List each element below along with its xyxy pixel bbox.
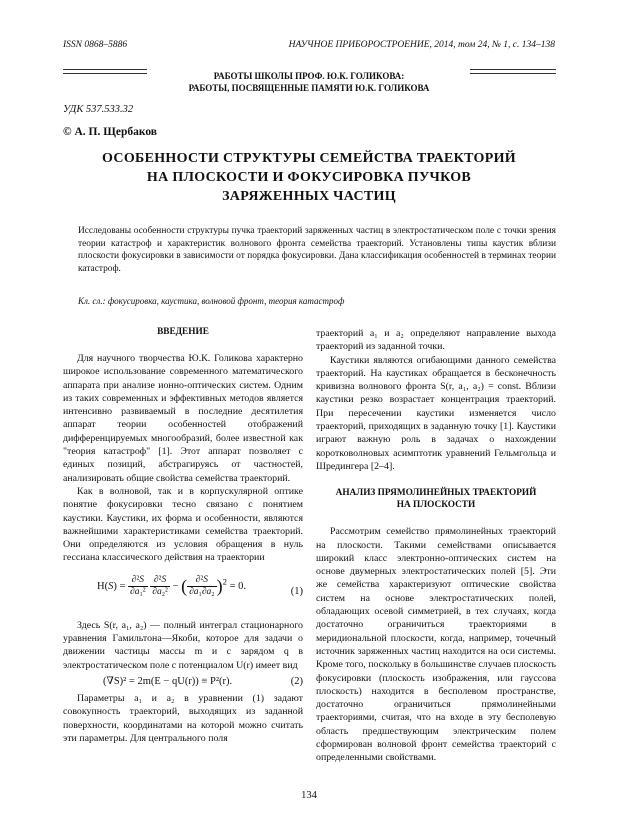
title-line-3: ЗАРЯЖЕННЫХ ЧАСТИЦ — [222, 189, 396, 204]
keywords: Кл. сл.: фокусировка, каустика, волновой фронт, теория катастроф — [78, 296, 345, 306]
journal-citation: НАУЧНОЕ ПРИБОРОСТРОЕНИЕ, 2014, том 24, № 1, c. 134–138 — [288, 40, 555, 50]
title-line-2: НА ПЛОСКОСТИ И ФОКУСИРОВКА ПУЧКОВ — [146, 170, 472, 185]
section-introduction: ВВЕДЕНИЕ — [157, 327, 209, 337]
equation-2 — [63, 672, 303, 692]
issn: ISSN 0868–5886 — [63, 40, 128, 50]
equation-2-text: (∇S)² = 2m(E − qU(r)) ≡ P²(r). — [103, 675, 233, 687]
abstract: Исследованы особенности структуры пучка траекторий заряженных частиц в электростатическом поле с точки зрения теории катастроф и характеристик волнового фронта семейства траекторий. Установлены типы каустик вблизи плоскости фокусировки в зависимости от порядка фокусировки. Дана классификация особенностей в терминах теории катастроф. — [78, 226, 556, 274]
equation-2-label: (2) — [290, 675, 303, 687]
right-paragraph-3: Рассмотрим семейство прямолинейных траекторий на плоскости. Такими семействами описывается широкий класс электронно-оптических систем на основе двумерных электростатических полей [5]. Эти же семейства характеризуют оптические свойства систем на основе электростатических полей, обладающих осевой симметрией, в тех случаях, когда достаточно ограничиться траекториями в меридиональной плоскости, когда, например, точечный источник заряженных частиц находится на оси системы. Кроме того, поскольку в большинстве случаев плоскость фокусировки (плоскость изображения, или гауссова плоскость) находится в бесполевом пространстве, достаточно ограничиться прямолинейными траекториями, считая, что на входе в эту бесполевую область предшествующим электрическим полем сформирован волновой фронт семейства траекторий с определенными свойствами. — [316, 526, 556, 764]
section-line-1: АНАЛИЗ ПРЯМОЛИНЕЙНЫХ ТРАЕКТОРИЙ — [335, 488, 537, 499]
intro-paragraph-2: Как в волновой, так и в корпускулярной оптике понятие фокусировки тесно связано с понятием каустики. Каустики, их форма и особенности, являются важнейшими характеристиками семейства траекторий. Они определяются из условия обращения в нуль гессиана классического действия на траектории — [63, 485, 303, 564]
author: © А. П. Щербаков — [63, 126, 157, 138]
right-paragraph-1: траекторий a₁ и a₂ определяют направление выхода траекторий из заданной точки. — [316, 328, 556, 353]
section-line-2: НА ПЛОСКОСТИ — [396, 500, 476, 511]
equation-1-label: (1) — [290, 585, 303, 597]
series-line-2: РАБОТЫ, ПОСВЯЩЕННЫЕ ПАМЯТИ Ю.К. ГОЛИКОВА — [188, 83, 430, 93]
left-column — [63, 326, 303, 745]
right-column — [316, 327, 556, 765]
intro-paragraph-3: Здесь S(r, a₁, a₂) — полный интеграл стационарного уравнения Гамильтона—Якоби, которое для задачи о движении частицы массы m и с зарядом q в электростатическом поле с потенциалом U(r) имеет вид — [63, 619, 303, 671]
section-straight-trajectories — [316, 487, 556, 511]
udk: УДК 537.533.32 — [63, 104, 134, 115]
series-line-1: РАБОТЫ ШКОЛЫ ПРОФ. Ю.К. ГОЛИКОВА: — [213, 71, 405, 81]
equation-1: H(S) = $\frac{\text{∂²S}}{\text{∂a₁²}}$ $\frac{\text{∂²S}}{\text{∂a₂²}}$ − ( $\frac{\text{∂²S}}{\text{∂a₁∂a₂}}$ )$^2$ = 0. (1) — [97, 574, 303, 597]
intro-paragraph-1: Для научного творчества Ю.К. Голикова характерно широкое использование современного математического аппарата при анализе ионно-оптических систем. Одним из таких современных и эффективных методов является интенсивно развиваемый в последние десятилетия аппарат теории особенностей отображений дифференцируемых многообразий, более известной как "теория катастроф" [1]. Этот аппарат позволяет с единых позиций, абстрагируясь от частностей, анализировать общие свойства семейства траекторий. — [63, 353, 303, 484]
right-paragraph-2: Каустики являются огибающими данного семейства траекторий. На каустиках обращается в бесконечность кривизна волнового фронта S(r, a₁, a₂) = const. Вблизи каустики резко возрастает концентрация траекторий. При пересечении каустики изменяется число траекторий, приходящих в заданную точку [1]. Каустики играют важную роль в задачах о нахождении коротковолновых асимптотик уравнений Гельмгольца и Шредингера [2–4]. — [316, 354, 556, 472]
series-heading — [0, 70, 618, 94]
page-number: 134 — [301, 790, 317, 801]
intro-paragraph-4: Параметры a₁ и a₂ в уравнении (1) задают совокупность траекторий, выходящих из заданной поверхности, координатами на которой можно считать эти параметры. Для центрального поля — [63, 692, 303, 744]
title-line-1: ОСОБЕННОСТИ СТРУКТУРЫ СЕМЕЙСТВА ТРАЕКТОРИЙ — [102, 151, 516, 166]
paper-title — [63, 149, 555, 206]
